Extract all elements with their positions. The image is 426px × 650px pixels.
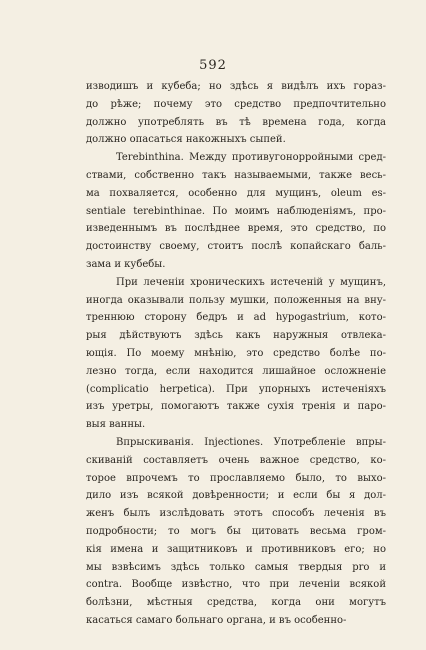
text-line: треннюю сторону бедръ и ad hypogastrium, кото- [86, 312, 386, 324]
text-line: скиваній составляетъ очень важное средство, ко- [86, 454, 386, 466]
text-line: При леченіи хроническихъ истеченій у мущинъ, [116, 276, 386, 288]
text-line: должно употреблять въ тѣ времена года, когда [86, 116, 386, 128]
text-line: (complicatio herpetica). При упорныхъ истеченіяхъ [86, 383, 386, 395]
text-line: sentiale terebinthinae. По моимъ наблюденіямъ, про- [86, 205, 386, 217]
text-line: должно опасаться накожныхъ сыпей. [86, 134, 286, 146]
paragraph [86, 149, 386, 274]
text-line: ствами, собственно такъ называемыми, также весь- [86, 169, 386, 181]
text-line: торое впрочемъ то прославляемо было, то выхо- [86, 472, 386, 484]
text-line: ющія. По моему мнѣнію, это средство болѣе по- [86, 347, 386, 359]
text-line: Впрыскиванія. Injectiones. Употребленіе впры- [116, 436, 386, 448]
text-line: изъ уретры, помогаютъ также сухія тренія и паро- [86, 401, 386, 413]
text-line: мы взвѣсимъ здѣсь только самыя твердыя pro и [86, 561, 386, 573]
paragraph [86, 78, 386, 149]
text-line: кія имена и защитниковъ и противниковъ его; но [86, 543, 386, 555]
paragraph [86, 434, 386, 630]
text-line: выя ванны. [86, 419, 146, 431]
text-line: до рѣже; почему это средство предпочтительно [86, 98, 386, 110]
text-line: касаться самаго больнаго органа, и въ особенно- [86, 614, 347, 626]
text-line: женъ былъ изслѣдовать этотъ способъ леченія въ [86, 508, 386, 520]
text-line: подробности; то могъ бы цитовать весьма гром- [86, 525, 386, 537]
paragraph [86, 274, 386, 434]
text-line: иногда оказывали пользу мушки, положенныя на вну- [86, 294, 386, 306]
page-number: 592 [199, 58, 227, 73]
text-line: дило изъ всякой довѣренности; и если бы я дол- [86, 490, 386, 502]
body-text [86, 78, 386, 630]
text-line: contra. Вообще извѣстно, что при леченіи всякой [86, 579, 386, 591]
text-line: изводишъ и кубеба; но здѣсь я видѣлъ ихъ гораз- [86, 81, 386, 92]
text-line: Terebinthina. Между противугонорройными сред- [116, 152, 386, 164]
text-line: рыя дѣйствуютъ здѣсь какъ наружныя отвлека- [86, 330, 386, 342]
text-line: лезно тогда, если находится лишайное осложненіе [86, 365, 386, 377]
text-line: зама и кубебы. [86, 258, 166, 270]
text-line: ма похваляется, особенно для мущинъ, oleum es- [86, 187, 386, 199]
text-line: изведеннымъ въ послѣднее время, это средство, по [86, 223, 386, 235]
text-line: болѣзни, мѣстныя средства, когда они могутъ [86, 597, 386, 609]
text-line: достоинству своему, стоитъ послѣ копайскаго баль- [86, 241, 386, 253]
